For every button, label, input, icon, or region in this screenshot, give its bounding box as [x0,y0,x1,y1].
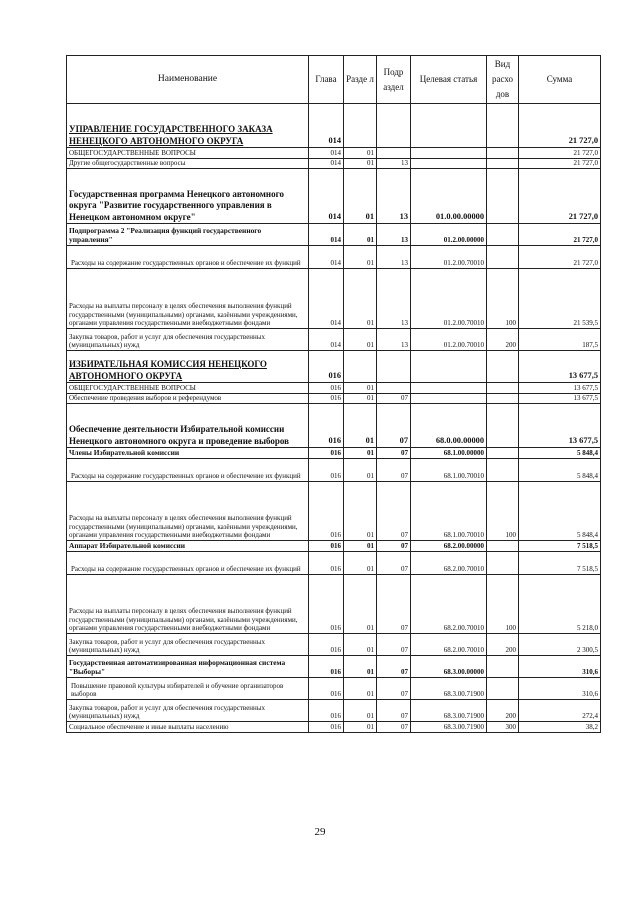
row-amount: 13 677,5 [519,383,601,394]
row-name: Закупка товаров, работ и услуг для обеспечения государственных (муниципальных) нужд [67,634,309,656]
row-exptype [487,224,519,246]
row-chapter: 014 [309,104,344,148]
table-row [67,351,601,383]
table-row [67,394,601,404]
row-chapter: 016 [309,394,344,404]
header-chapter: Глава [309,56,344,104]
row-subsection: 07 [377,448,411,459]
row-amount: 5 848,4 [519,448,601,459]
row-name: Социальное обеспечение и иные выплаты населению [67,722,309,733]
row-exptype [487,404,519,448]
row-target: 68.2.00.00000 [411,541,487,552]
row-exptype [487,541,519,552]
row-chapter: 016 [309,634,344,656]
row-name: Закупка товаров, работ и услуг для обеспечения государственных (муниципальных) нужд [67,329,309,351]
row-name: Подпрограмма 2 "Реализация функций государственного управления" [67,224,309,246]
row-amount: 272,4 [519,700,601,722]
table-row [67,656,601,678]
row-amount: 21 727,0 [519,224,601,246]
row-exptype [487,159,519,169]
table-row [67,448,601,459]
row-section: 01 [344,552,377,575]
row-amount: 21 727,0 [519,246,601,269]
row-target: 68.1.00.00000 [411,448,487,459]
row-exptype: 100 [487,575,519,634]
table-row [67,148,601,159]
row-chapter: 016 [309,722,344,733]
row-exptype: 200 [487,634,519,656]
table-row [67,722,601,733]
row-section: 01 [344,224,377,246]
header-subsection: Подр аздел [377,56,411,104]
row-subsection: 07 [377,541,411,552]
row-section: 01 [344,159,377,169]
row-exptype [487,383,519,394]
row-subsection: 13 [377,246,411,269]
row-section: 01 [344,394,377,404]
row-target: 68.3.00.71900 [411,678,487,700]
row-subsection: 07 [377,575,411,634]
row-amount: 310,6 [519,678,601,700]
row-amount: 21 727,0 [519,148,601,159]
row-exptype [487,169,519,224]
row-subsection: 07 [377,482,411,541]
row-chapter: 014 [309,148,344,159]
row-chapter: 016 [309,656,344,678]
row-target: 68.0.00.00000 [411,404,487,448]
row-name: Расходы на содержание государственных органов и обеспечение их функций [67,459,309,482]
row-exptype [487,394,519,404]
row-name: Обеспечение проведения выборов и референдумов [67,394,309,404]
row-section: 01 [344,541,377,552]
row-target: 68.3.00.71900 [411,700,487,722]
row-exptype [487,246,519,269]
table-row [67,700,601,722]
row-amount: 38,2 [519,722,601,733]
row-section: 01 [344,448,377,459]
table-row [67,634,601,656]
row-amount: 310,6 [519,656,601,678]
row-name: УПРАВЛЕНИЕ ГОСУДАРСТВЕННОГО ЗАКАЗА НЕНЕЦКОГО АВТОНОМНОГО ОКРУГА [67,104,309,148]
row-section: 01 [344,575,377,634]
row-subsection: 13 [377,329,411,351]
row-section: 01 [344,459,377,482]
budget-table [66,55,601,733]
row-chapter: 016 [309,575,344,634]
row-chapter: 016 [309,678,344,700]
header-target: Целевая статья [411,56,487,104]
row-exptype: 100 [487,482,519,541]
row-subsection [377,351,411,383]
table-row [67,552,601,575]
row-target [411,148,487,159]
row-chapter: 016 [309,700,344,722]
row-subsection: 07 [377,404,411,448]
row-subsection: 07 [377,459,411,482]
table-row [67,224,601,246]
table-row [67,329,601,351]
row-exptype [487,104,519,148]
row-target [411,383,487,394]
row-chapter: 016 [309,541,344,552]
row-name: Государственная программа Ненецкого автономного округа "Развитие государственного управления в Ненецком автономном округе" [67,169,309,224]
row-chapter: 014 [309,329,344,351]
row-section: 01 [344,634,377,656]
row-target [411,351,487,383]
header-row [67,56,601,104]
row-exptype: 100 [487,269,519,329]
table-row [67,169,601,224]
row-exptype [487,656,519,678]
table-row [67,575,601,634]
row-exptype [487,678,519,700]
row-chapter: 014 [309,269,344,329]
row-amount: 13 677,5 [519,394,601,404]
row-section: 01 [344,404,377,448]
row-chapter: 014 [309,169,344,224]
page-number: 29 [314,826,326,838]
row-target: 68.2.00.70010 [411,634,487,656]
row-section: 01 [344,678,377,700]
row-name: ОБЩЕГОСУДАРСТВЕННЫЕ ВОПРОСЫ [67,383,309,394]
row-target: 68.3.00.00000 [411,656,487,678]
table-row [67,404,601,448]
row-target: 01.2.00.70010 [411,269,487,329]
header-section: Разде л [344,56,377,104]
row-chapter: 016 [309,448,344,459]
row-exptype: 200 [487,700,519,722]
row-target [411,159,487,169]
row-target: 68.3.00.71900 [411,722,487,733]
row-name: Обеспечение деятельности Избирательной комиссии Ненецкого автономного округа и проведение выборов [67,404,309,448]
row-amount: 7 518,5 [519,541,601,552]
table-row [67,383,601,394]
row-amount: 5 848,4 [519,482,601,541]
row-amount: 13 677,5 [519,404,601,448]
row-target: 01.2.00.70010 [411,246,487,269]
row-amount: 21 727,0 [519,159,601,169]
row-amount: 21 727,0 [519,169,601,224]
row-amount: 2 300,5 [519,634,601,656]
row-amount: 7 518,5 [519,552,601,575]
row-name: Члены Избирательной комиссии [67,448,309,459]
row-chapter: 016 [309,482,344,541]
row-section [344,104,377,148]
header-exptype: Вид расхо дов [487,56,519,104]
row-chapter: 016 [309,351,344,383]
row-exptype: 200 [487,329,519,351]
row-name: Закупка товаров, работ и услуг для обеспечения государственных (муниципальных) нужд [67,700,309,722]
row-subsection: 07 [377,394,411,404]
row-target [411,394,487,404]
row-subsection: 13 [377,159,411,169]
row-section: 01 [344,656,377,678]
row-chapter: 014 [309,246,344,269]
row-subsection: 07 [377,678,411,700]
row-chapter: 016 [309,552,344,575]
row-target: 01.2.00.70010 [411,329,487,351]
row-amount: 21 727,0 [519,104,601,148]
row-name: Расходы на выплаты персоналу в целях обеспечения выполнения функций государственными (муниципальными) органами, казёнными учреждениями, органами управления государственными внебюджетными фондами [67,269,309,329]
row-name: Государственная автоматизированная информационная система "Выборы" [67,656,309,678]
table-row [67,678,601,700]
row-subsection: 07 [377,722,411,733]
row-chapter: 014 [309,159,344,169]
row-subsection: 13 [377,224,411,246]
row-name: ИЗБИРАТЕЛЬНАЯ КОМИССИЯ НЕНЕЦКОГО АВТОНОМНОГО ОКРУГА [67,351,309,383]
row-subsection: 07 [377,634,411,656]
row-exptype [487,448,519,459]
table-row [67,459,601,482]
table-row [67,246,601,269]
row-chapter: 014 [309,224,344,246]
row-subsection: 13 [377,269,411,329]
row-name: Расходы на выплаты персоналу в целях обеспечения выполнения функций государственными (муниципальными) органами, казёнными учреждениями, органами управления государственными внебюджетными фондами [67,482,309,541]
row-target [411,104,487,148]
row-subsection [377,104,411,148]
row-name: Расходы на выплаты персоналу в целях обеспечения выполнения функций государственными (муниципальными) органами, казёнными учреждениями, органами управления государственными внебюджетными фондами [67,575,309,634]
row-subsection [377,148,411,159]
header-name: Наименование [67,56,309,104]
row-name: Расходы на содержание государственных органов и обеспечение их функций [67,246,309,269]
row-target: 01.0.00.00000 [411,169,487,224]
row-section: 01 [344,169,377,224]
table-row [67,482,601,541]
row-subsection: 07 [377,552,411,575]
row-amount: 5 848,4 [519,459,601,482]
row-name: Повышение правовой культуры избирателей и обучение организаторов выборов [67,678,309,700]
row-amount: 187,5 [519,329,601,351]
table-row [67,541,601,552]
row-target: 68.2.00.70010 [411,575,487,634]
row-subsection: 07 [377,656,411,678]
row-section: 01 [344,329,377,351]
row-target: 68.1.00.70010 [411,482,487,541]
row-target: 68.1.00.70010 [411,459,487,482]
row-exptype: 300 [487,722,519,733]
row-target: 68.2.00.70010 [411,552,487,575]
table-row [67,159,601,169]
row-chapter: 016 [309,404,344,448]
row-section [344,351,377,383]
row-section: 01 [344,722,377,733]
row-name: Другие общегосударственные вопросы [67,159,309,169]
header-amount: Сумма [519,56,601,104]
row-section: 01 [344,700,377,722]
row-subsection: 13 [377,169,411,224]
row-amount: 13 677,5 [519,351,601,383]
row-exptype [487,351,519,383]
table-row [67,104,601,148]
row-chapter: 016 [309,459,344,482]
row-section: 01 [344,482,377,541]
row-exptype [487,148,519,159]
row-exptype [487,552,519,575]
row-section: 01 [344,148,377,159]
row-subsection [377,383,411,394]
row-name: Аппарат Избирательной комиссии [67,541,309,552]
row-section: 01 [344,269,377,329]
row-amount: 5 218,0 [519,575,601,634]
table-row [67,269,601,329]
row-exptype [487,459,519,482]
row-name: ОБЩЕГОСУДАРСТВЕННЫЕ ВОПРОСЫ [67,148,309,159]
row-section: 01 [344,246,377,269]
row-amount: 21 539,5 [519,269,601,329]
row-section: 01 [344,383,377,394]
row-subsection: 07 [377,700,411,722]
row-target: 01.2.00.00000 [411,224,487,246]
row-chapter: 016 [309,383,344,394]
row-name: Расходы на содержание государственных органов и обеспечение их функций [67,552,309,575]
